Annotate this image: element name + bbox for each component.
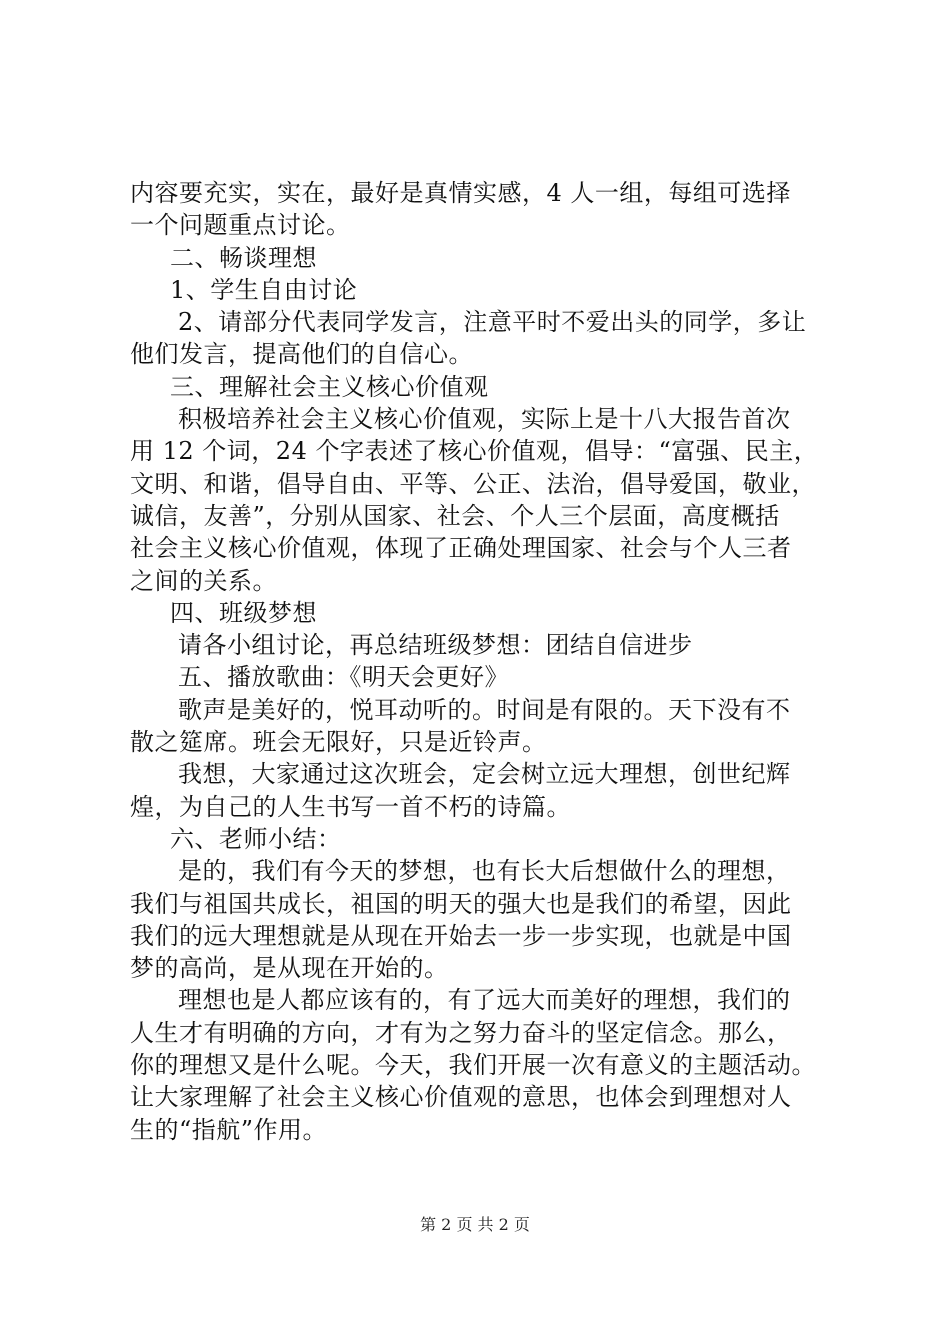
text-line: 是的，我们有今天的梦想，也有长大后想做什么的理想， xyxy=(178,857,791,886)
text-line: 之间的关系。 xyxy=(130,566,277,595)
page-number: 第 2 页 共 2 页 xyxy=(420,1215,530,1234)
text-line: 我们的远大理想就是从现在开始去一步一步实现，也就是中国 xyxy=(130,921,792,950)
text-line: 社会主义核心价值观，体现了正确处理国家、社会与个人三者 xyxy=(130,534,792,563)
text-line: 他们发言，提高他们的自信心。 xyxy=(130,340,473,369)
text-line: 让大家理解了社会主义核心价值观的意思，也体会到理想对人 xyxy=(130,1083,792,1112)
section-heading: 六、老师小结： xyxy=(170,824,342,853)
text-line: 文明、和谐，倡导自由、平等、公正、法治，倡导爱国，敬业， xyxy=(130,469,816,498)
text-line: 积极培养社会主义核心价值观，实际上是十八大报告首次 xyxy=(178,405,791,434)
text-line: 煌，为自己的人生书写一首不朽的诗篇。 xyxy=(130,792,571,821)
text-line: 理想也是人都应该有的，有了远大而美好的理想，我们的 xyxy=(178,986,791,1015)
text-line: 我们与祖国共成长，祖国的明天的强大也是我们的希望，因此 xyxy=(130,889,792,918)
text-line: 1、学生自由讨论 xyxy=(170,275,358,304)
text-line: 用 12 个词，24 个字表述了核心价值观，倡导：“富强、民主， xyxy=(130,437,819,466)
text-line: 散之筵席。班会无限好，只是近铃声。 xyxy=(130,728,547,757)
text-line: 你的理想又是什么呢。今天，我们开展一次有意义的主题活动。 xyxy=(130,1051,816,1080)
text-line: 梦的高尚，是从现在开始的。 xyxy=(130,954,449,983)
text-line: 内容要充实，实在，最好是真情实感，4 人一组，每组可选择 xyxy=(130,179,791,207)
document-body xyxy=(130,177,840,1146)
text-line: 请各小组讨论，再总结班级梦想：团结自信进步 xyxy=(178,631,693,660)
section-heading: 三、理解社会主义核心价值观 xyxy=(170,372,489,401)
page-footer xyxy=(0,1215,950,1235)
text-line: 歌声是美好的，悦耳动听的。时间是有限的。天下没有不 xyxy=(178,695,791,724)
text-line: 诚信，友善”，分别从国家、社会、个人三个层面，高度概括 xyxy=(130,501,780,530)
text-line: 人生才有明确的方向，才有为之努力奋斗的坚定信念。那么， xyxy=(130,1018,792,1047)
section-heading: 四、班级梦想 xyxy=(170,598,317,627)
section-heading: 二、畅谈理想 xyxy=(170,243,317,272)
text-line: 生的“指航”作用。 xyxy=(130,1115,328,1144)
text-line: 2、请部分代表同学发言，注意平时不爱出头的同学，多让 xyxy=(178,308,807,337)
text-line: 一个问题重点讨论。 xyxy=(130,211,351,240)
text-line: 我想，大家通过这次班会，定会树立远大理想，创世纪辉 xyxy=(178,760,791,789)
section-heading: 五、播放歌曲：《明天会更好》 xyxy=(178,663,509,692)
